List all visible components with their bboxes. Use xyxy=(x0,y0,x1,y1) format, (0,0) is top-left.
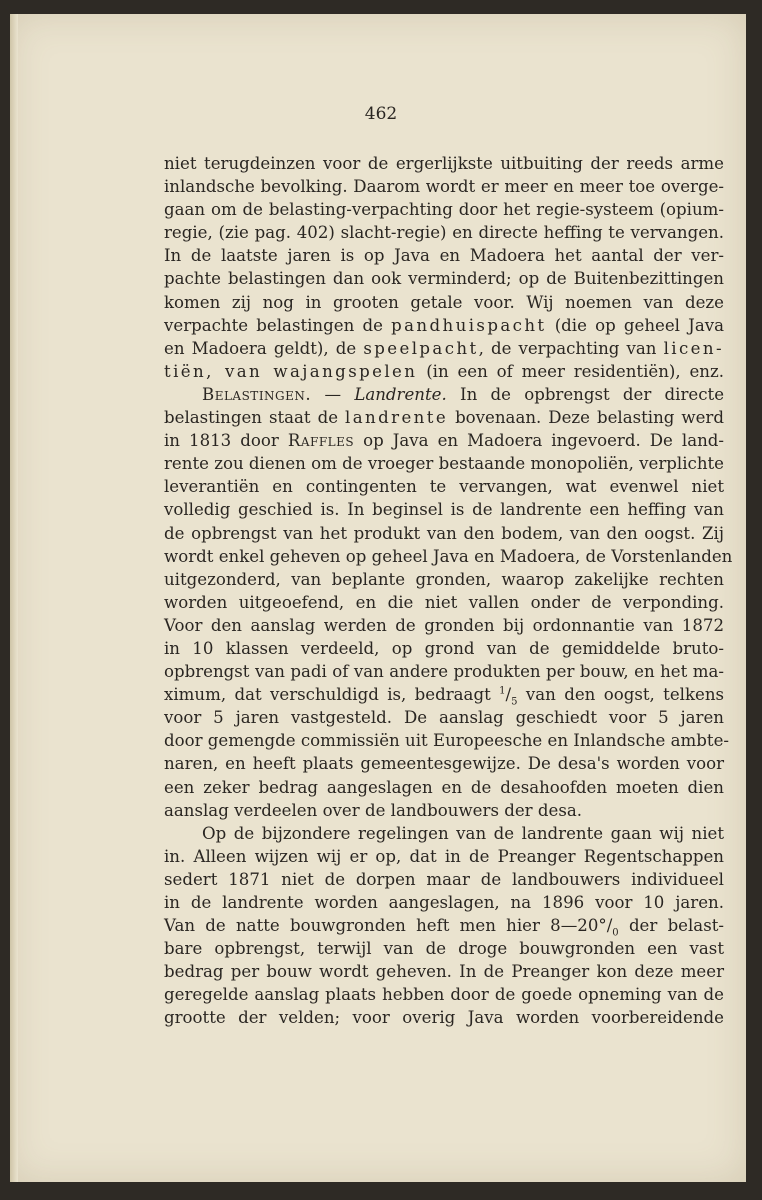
text-line: niet terugdeinzen voor de ergerlijkste uitbuiting der reeds arme xyxy=(164,154,724,173)
text-line: pachte belastingen dan ook verminderd; op de Buitenbezittingen xyxy=(164,269,724,289)
text-line: Voor den aanslag werden de gronden bij ordonnantie van 1872 xyxy=(164,615,724,635)
person-name: Raffles xyxy=(287,431,355,451)
text-line: een zeker bedrag aangeslagen en de desahoofden moeten dien xyxy=(164,777,724,797)
text-line: regie, (zie pag. 402) slacht-regie) en directe heffing te vervangen. xyxy=(164,223,724,243)
text-line: inlandsche bevolking. Daarom wordt er meer en meer toe overge- xyxy=(164,177,724,197)
text-line: sedert 1871 niet de dorpen maar de landbouwers individueel xyxy=(164,869,724,889)
text-segment: Van de natte bouwgronden heft men hier 8—20°/ xyxy=(164,916,613,936)
text-segment: op Java en Madoera ingevoerd. De land- xyxy=(363,431,725,451)
dash: — xyxy=(324,384,342,404)
spaced-term: licen- xyxy=(663,338,724,358)
percent-subscript: 0 xyxy=(612,927,619,939)
text-segment: In de opbrengst der directe xyxy=(460,384,725,404)
text-line: opbrengst van padi of van andere produkten per bouw, en het ma- xyxy=(164,662,724,682)
fraction-denominator: 5 xyxy=(511,696,518,708)
spaced-term: speelpacht xyxy=(363,338,479,358)
text-segment: (die op geheel Java xyxy=(554,315,724,335)
text-line: komen zij nog in grooten getale voor. Wij noemen van deze xyxy=(164,292,724,312)
page-spine-edge xyxy=(10,14,18,1182)
spaced-term: pandhuispacht xyxy=(391,315,547,335)
text-segment: (in een of meer residentiën), enz. xyxy=(426,361,724,381)
text-line: leverantiën en contingenten te vervangen, wat evenwel niet xyxy=(164,477,724,497)
text-line: de opbrengst van het produkt van den bodem, van den oogst. Zij xyxy=(164,523,724,543)
text-line xyxy=(164,383,724,406)
text-line xyxy=(164,360,724,383)
text-line: rente zou dienen om de vroeger bestaande monopoliën, verplichte xyxy=(164,454,724,474)
text-segment: ximum, dat verschuldigd is, bedraagt xyxy=(164,685,491,705)
text-line: in 10 klassen verdeeld, op grond van de gemiddelde bruto- xyxy=(164,638,724,658)
text-line xyxy=(164,406,724,429)
text-line: gaan om de belasting-verpachting door het regie-systeem (opium- xyxy=(164,200,724,220)
text-segment: der belast- xyxy=(628,916,724,936)
section-subheading: Landrente. xyxy=(354,384,447,404)
text-line xyxy=(164,429,724,452)
text-line: in. Alleen wijzen wij er op, dat in de Preanger Regentschappen xyxy=(164,846,724,866)
spaced-term: landrente xyxy=(345,408,449,428)
text-line: grootte der velden; voor overig Java worden voorbereidende xyxy=(164,1008,724,1028)
text-segment: en Madoera geldt), de xyxy=(164,338,357,358)
spaced-term: tiën, van wajangspelen xyxy=(164,361,418,381)
text-line: naren, en heeft plaats gemeentesgewijze. De desa's worden voor xyxy=(164,754,724,774)
text-segment: bovenaan. Deze belasting werd xyxy=(455,408,724,428)
text-line: volledig geschied is. In beginsel is de landrente een heffing van xyxy=(164,500,724,520)
text-line xyxy=(164,914,724,937)
text-segment: verpachte belastingen de xyxy=(164,315,383,335)
text-line: in de landrente worden aangeslagen, na 1896 voor 10 jaren. xyxy=(164,893,724,912)
text-line: bare opbrengst, terwijl van de droge bouwgronden een vast xyxy=(164,939,724,959)
text-line: worden uitgeoefend, en die niet vallen onder de verponding. xyxy=(164,592,724,612)
text-segment: van den oogst, telkens xyxy=(525,685,725,705)
text-segment: belastingen staat de xyxy=(164,408,339,428)
text-line: bedrag per bouw wordt geheven. In de Preanger kon deze meer xyxy=(164,962,724,982)
text-line: wordt enkel geheven op geheel Java en Madoera, de Vorstenlanden xyxy=(164,546,733,566)
text-line: voor 5 jaren vastgesteld. De aanslag geschiedt voor 5 jaren xyxy=(164,708,724,728)
text-line: In de laatste jaren is op Java en Madoera het aantal der ver- xyxy=(164,246,724,266)
text-line: door gemengde commissiën uit Europeesche en Inlandsche ambte- xyxy=(164,731,729,751)
text-line: aanslag verdeelen over de landbouwers der desa. xyxy=(164,800,583,820)
fraction-numerator: 1 xyxy=(499,685,506,697)
fraction-slash: / xyxy=(505,685,512,705)
page-number: 462 xyxy=(364,104,398,124)
text-line: uitgezonderd, van beplante gronden, waarop zakelijke rechten xyxy=(164,569,724,589)
text-segment: in 1813 door xyxy=(164,431,279,451)
text-segment: , de verpachting van xyxy=(478,338,657,358)
text-line xyxy=(164,337,724,360)
body-text xyxy=(164,152,733,1030)
section-heading: Belastingen. xyxy=(202,384,312,404)
text-line xyxy=(164,683,724,706)
text-line xyxy=(164,314,724,337)
text-line: geregelde aanslag plaats hebben door de goede opneming van de xyxy=(164,985,724,1005)
text-line: Op de bijzondere regelingen van de landrente gaan wij niet xyxy=(202,823,724,843)
